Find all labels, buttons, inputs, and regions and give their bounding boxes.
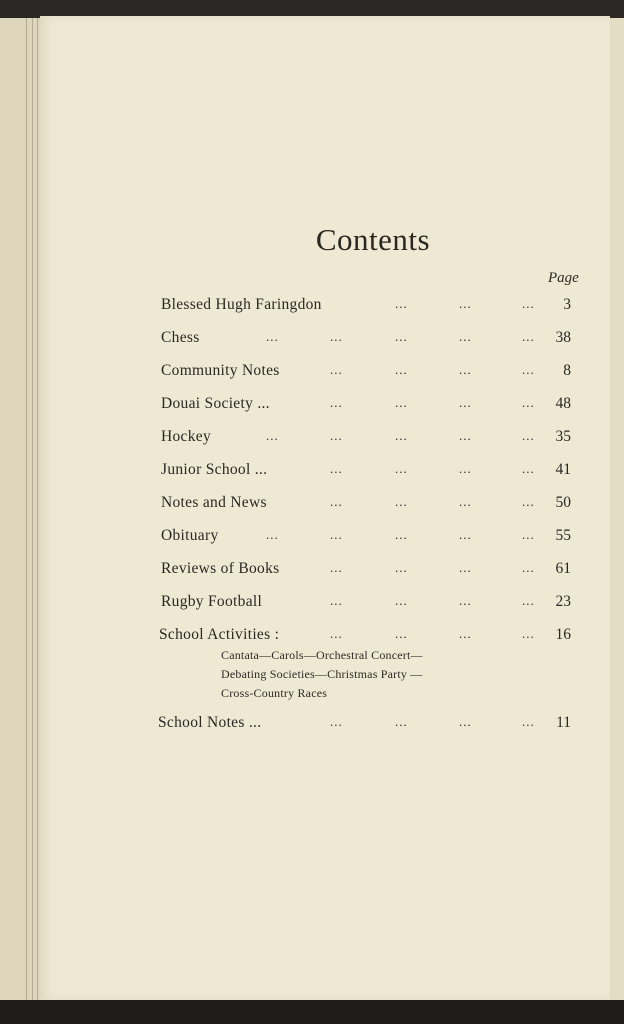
entry-page-number: 61 (555, 560, 571, 577)
dot-leader: ... (330, 428, 343, 443)
dot-leader: ... (330, 461, 343, 476)
dot-leader: ... (522, 626, 535, 641)
toc-entry-school-activities (40, 626, 610, 648)
dot-leader: ... (395, 626, 408, 641)
dot-leader: ... (459, 362, 472, 377)
entry-page-number: 38 (555, 329, 571, 346)
entry-label: Junior School ... (161, 461, 268, 478)
dot-leader: ... (459, 296, 472, 311)
dot-leader: ... (330, 494, 343, 509)
dot-leader: ... (459, 329, 472, 344)
dot-leader: ... (395, 527, 408, 542)
dot-leader: ... (522, 428, 535, 443)
toc-entry-junior-school (40, 461, 610, 483)
dot-leader: ... (330, 714, 343, 729)
dot-leader: ... (395, 494, 408, 509)
entry-label: Rugby Football (161, 593, 263, 610)
dot-leader: ... (522, 714, 535, 729)
dot-leader: ... (522, 362, 535, 377)
entry-label: Blessed Hugh Faringdon (161, 296, 322, 313)
dot-leader: ... (459, 593, 472, 608)
entry-label: Douai Society ... (161, 395, 270, 412)
entry-label: Chess (161, 329, 200, 346)
entry-page-number: 48 (555, 395, 571, 412)
dot-leader: ... (330, 560, 343, 575)
entry-label: Obituary (161, 527, 219, 544)
entry-label: Community Notes (161, 362, 280, 379)
dot-leader: ... (459, 461, 472, 476)
toc-entry-chess (40, 329, 610, 351)
dot-leader: ... (330, 329, 343, 344)
dot-leader: ... (522, 560, 535, 575)
dot-leader: ... (395, 560, 408, 575)
dot-leader: ... (395, 428, 408, 443)
dot-leader: ... (266, 527, 279, 542)
page-title: Contents (315, 222, 431, 257)
toc-subentry: Cantata—Carols—Orchestral Concert— (221, 648, 423, 662)
toc-entry-hockey (40, 428, 610, 450)
dot-leader: ... (330, 527, 343, 542)
toc-entry-blessed-hugh-faringdon (40, 296, 610, 318)
page-edge-line (26, 18, 27, 1002)
entry-label: School Activities : (159, 626, 280, 643)
dot-leader: ... (395, 714, 408, 729)
dot-leader: ... (459, 626, 472, 641)
dot-leader: ... (459, 527, 472, 542)
toc-entry-douai-society (40, 395, 610, 417)
entry-label: School Notes ... (158, 714, 262, 731)
dot-leader: ... (395, 296, 408, 311)
dot-leader: ... (459, 428, 472, 443)
dot-leader: ... (522, 395, 535, 410)
dot-leader: ... (459, 560, 472, 575)
dot-leader: ... (395, 395, 408, 410)
entry-page-number: 35 (555, 428, 571, 445)
dot-leader: ... (266, 329, 279, 344)
toc-entry-obituary (40, 527, 610, 549)
entry-page-number: 16 (555, 626, 571, 643)
dot-leader: ... (330, 395, 343, 410)
entry-page-number: 8 (563, 362, 571, 379)
contents-page (40, 16, 610, 1000)
toc-entry-reviews-of-books (40, 560, 610, 582)
dot-leader: ... (330, 593, 343, 608)
toc-entry-notes-and-news (40, 494, 610, 516)
entry-label: Hockey (161, 428, 212, 445)
dot-leader: ... (395, 461, 408, 476)
entry-label: Notes and News (161, 494, 267, 511)
page-edge-line (37, 18, 38, 1002)
dot-leader: ... (522, 461, 535, 476)
toc-entry-community-notes (40, 362, 610, 384)
dot-leader: ... (522, 527, 535, 542)
entry-page-number: 41 (555, 461, 571, 478)
dot-leader: ... (522, 494, 535, 509)
toc-subentry: Debating Societies—Christmas Party — (221, 667, 423, 681)
dot-leader: ... (459, 714, 472, 729)
dot-leader: ... (395, 362, 408, 377)
entry-page-number: 50 (555, 494, 571, 511)
page-column-label: Page (548, 270, 579, 286)
entry-page-number: 55 (555, 527, 571, 544)
toc-entry-rugby-football (40, 593, 610, 615)
book-cover-bottom (0, 1000, 624, 1024)
toc-entry-school-notes (40, 714, 610, 736)
dot-leader: ... (459, 494, 472, 509)
dot-leader: ... (522, 593, 535, 608)
dot-leader: ... (522, 329, 535, 344)
dot-leader: ... (330, 362, 343, 377)
dot-leader: ... (522, 296, 535, 311)
right-page-edge (608, 18, 624, 1002)
entry-page-number: 11 (556, 714, 571, 731)
entry-label: Reviews of Books (161, 560, 280, 577)
entry-page-number: 23 (555, 593, 571, 610)
dot-leader: ... (395, 593, 408, 608)
dot-leader: ... (266, 428, 279, 443)
dot-leader: ... (395, 329, 408, 344)
dot-leader: ... (330, 626, 343, 641)
toc-subentry: Cross-Country Races (221, 686, 328, 700)
left-page-edges (0, 18, 40, 1002)
dot-leader: ... (459, 395, 472, 410)
page-edge-line (32, 18, 33, 1002)
entry-page-number: 3 (563, 296, 571, 313)
